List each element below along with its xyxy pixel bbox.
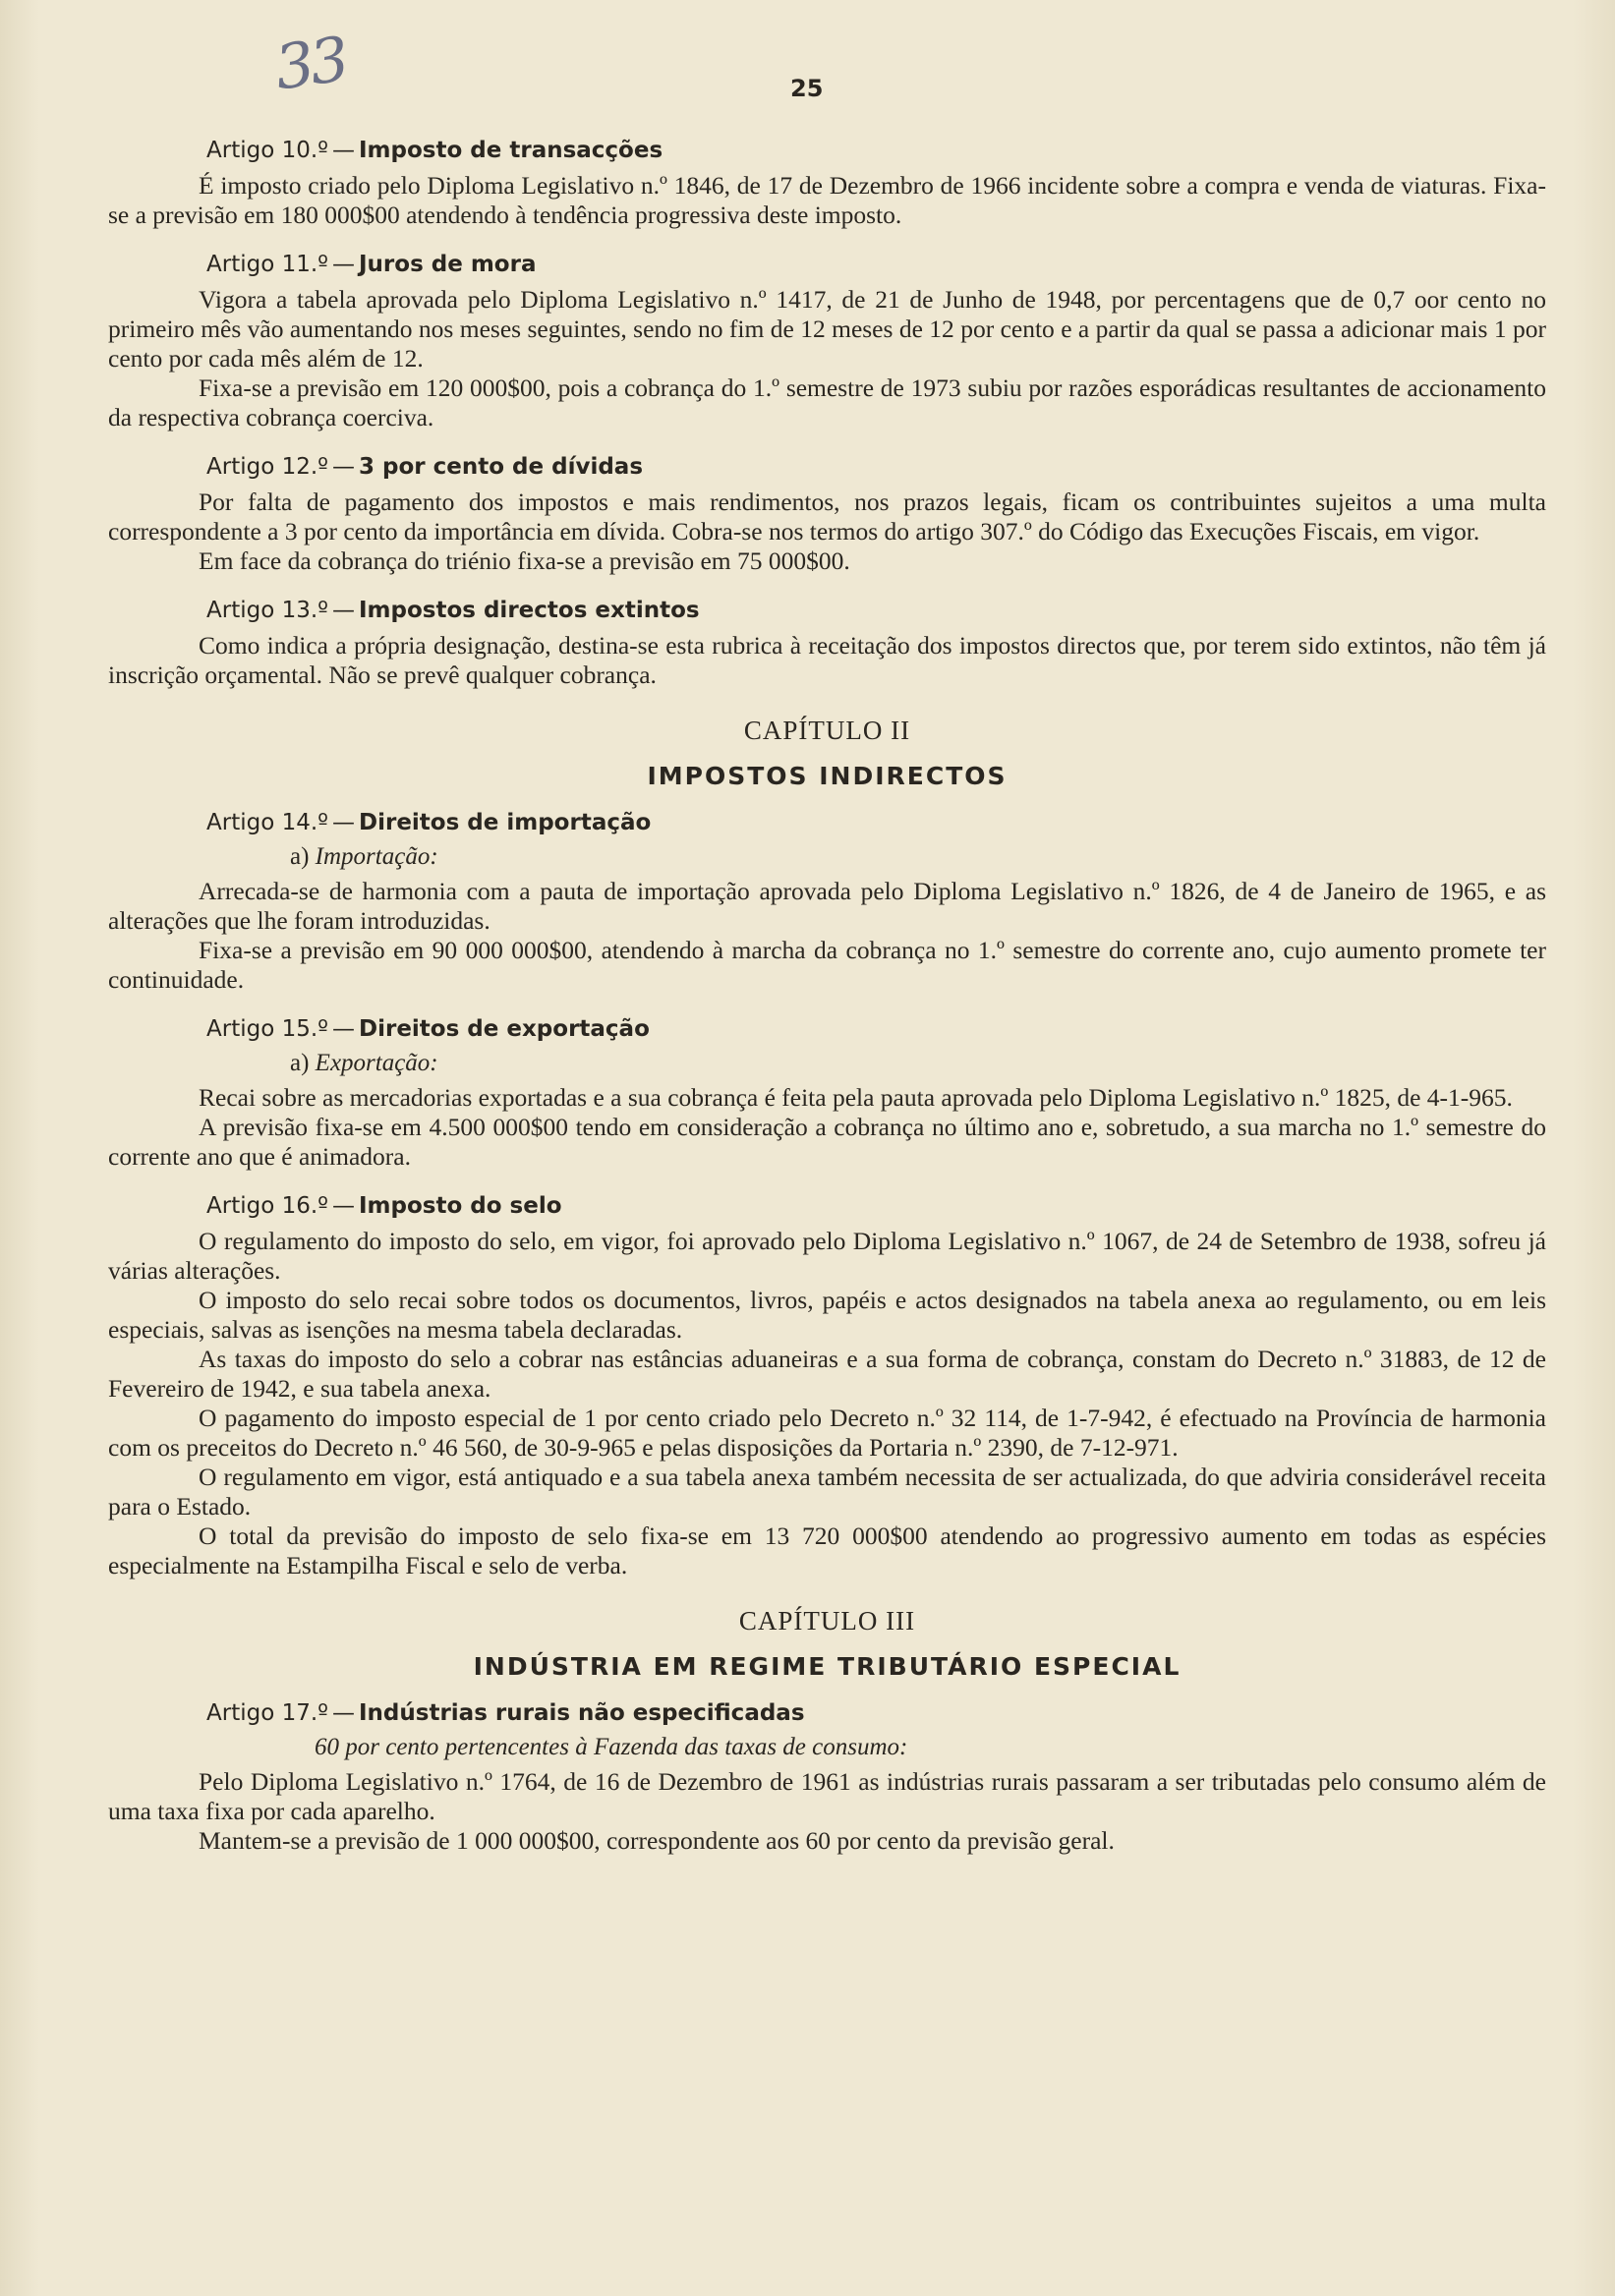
article-15: [108, 1016, 1546, 1172]
paragraph: É imposto criado pelo Diploma Legislativo n.º 1846, de 17 de Dezembro de 1966 incidente sobre a compra e venda de viaturas. Fixa-se a previsão em 180 000$00 atendendo à tendência progressiva deste imposto.: [108, 171, 1546, 229]
paragraph: Pelo Diploma Legislativo n.º 1764, de 16 de Dezembro de 1961 as indústrias rurais passaram a ser tributadas pelo consumo além de uma taxa fixa por cada aparelho.: [108, 1767, 1546, 1825]
paragraph: O imposto do selo recai sobre todos os documentos, livros, papéis e actos designados na tabela anexa ao regulamento, ou em leis especiais, salvas as isenções na mesma tabela declaradas.: [108, 1286, 1546, 1344]
article-heading: Artigo 15.º — Direitos de exportação: [206, 1016, 650, 1042]
article-12: [108, 454, 1546, 576]
article-heading: Artigo 13.º — Impostos directos extintos: [206, 598, 700, 623]
article-number: Artigo 16.º: [206, 1193, 328, 1219]
article-heading: Artigo 10.º — Imposto de transacções: [206, 138, 663, 163]
paragraph: Por falta de pagamento dos impostos e mais rendimentos, nos prazos legais, ficam os contribuintes sujeitos a uma multa correspondente a 3 por cento da importância em dívida. Cobra-se nos termos do artigo 307.º do Código das Execuções Fiscais, em vigor.: [108, 488, 1546, 545]
article-number: Artigo 12.º: [206, 454, 328, 480]
subsection-letter: a): [290, 843, 310, 870]
article-heading: Artigo 17.º — Indústrias rurais não especificadas: [206, 1700, 805, 1726]
article-heading: Artigo 11.º — Juros de mora: [206, 252, 537, 277]
article-title: Impostos directos extintos: [359, 598, 700, 623]
article-16: [108, 1193, 1546, 1580]
paragraph: Mantem-se a previsão de 1 000 000$00, correspondente aos 60 por cento da previsão geral.: [199, 1826, 1115, 1855]
paragraph: Fixa-se a previsão em 120 000$00, pois a cobrança do 1.º semestre de 1973 subiu por razões esporádicas resultantes de accionamento da respectiva cobrança coerciva.: [108, 373, 1546, 431]
paragraph: Em face da cobrança do triénio fixa-se a previsão em 75 000$00.: [199, 546, 850, 575]
article-title: Direitos de exportação: [359, 1016, 650, 1042]
article-title: Imposto do selo: [359, 1193, 562, 1219]
article-title: 3 por cento de dívidas: [359, 454, 644, 480]
paragraph: A previsão fixa-se em 4.500 000$00 tendo em consideração a cobrança no último ano e, sobretudo, a sua marcha no 1.º semestre do corrente ano que é animadora.: [108, 1113, 1546, 1171]
chapter-title: INDÚSTRIA EM REGIME TRIBUTÁRIO ESPECIAL: [473, 1652, 1182, 1681]
article-number: Artigo 17.º: [206, 1700, 328, 1726]
handwritten-mark: 33: [270, 23, 350, 104]
article-heading: Artigo 12.º — 3 por cento de dívidas: [206, 454, 644, 480]
article-number: Artigo 15.º: [206, 1016, 328, 1042]
article-heading: Artigo 16.º — Imposto do selo: [206, 1193, 562, 1219]
paragraph: Recai sobre as mercadorias exportadas e a sua cobrança é feita pela pauta aprovada pelo Diploma Legislativo n.º 1825, de 4-1-965.: [199, 1083, 1513, 1112]
subsection-heading: [290, 1050, 1546, 1077]
article-number: Artigo 10.º: [206, 138, 328, 163]
page-number: 25: [790, 75, 824, 102]
article-11: [108, 252, 1546, 432]
paragraph: Fixa-se a previsão em 90 000 000$00, atendendo à marcha da cobrança no 1.º semestre do corrente ano, cujo aumento promete ter continuidade.: [108, 936, 1546, 994]
article-number: Artigo 13.º: [206, 598, 328, 623]
article-number: Artigo 11.º: [206, 252, 328, 277]
article-title: Juros de mora: [359, 252, 537, 277]
article-13: [108, 598, 1546, 690]
subsection-title: Importação:: [315, 843, 438, 870]
paragraph: O regulamento do imposto do selo, em vigor, foi aprovado pelo Diploma Legislativo n.º 1067, de 24 de Setembro de 1938, sofreu já várias alterações.: [108, 1227, 1546, 1285]
chapter-label: CAPÍTULO III: [738, 1606, 916, 1636]
subsection-heading: [290, 843, 1546, 871]
paragraph: As taxas do imposto do selo a cobrar nas estâncias aduaneiras e a sua forma de cobrança, constam do Decreto n.º 31883, de 12 de Fevereiro de 1942, e sua tabela anexa.: [108, 1345, 1546, 1403]
paragraph: O total da previsão do imposto de selo fixa-se em 13 720 000$00 atendendo ao progressivo aumento em todas as espécies especialmente na Estampilha Fiscal e selo de verba.: [108, 1521, 1546, 1579]
article-title: Direitos de importação: [359, 810, 652, 835]
page-content: [108, 138, 1546, 1877]
subsection-title: 60 por cento pertencentes à Fazenda das taxas de consumo:: [315, 1734, 908, 1760]
paragraph: O regulamento em vigor, está antiquado e a sua tabela anexa também necessita de ser actualizada, do que adviria considerável receita para o Estado.: [108, 1463, 1546, 1521]
article-14: [108, 810, 1546, 995]
paragraph: Arrecada-se de harmonia com a pauta de importação aprovada pelo Diploma Legislativo n.º 1826, de 4 de Janeiro de 1965, e as alterações que lhe foram introduzidas.: [108, 877, 1546, 935]
paragraph: Vigora a tabela aprovada pelo Diploma Legislativo n.º 1417, de 21 de Junho de 1948, por percentagens que de 0,7 oor cento no primeiro mês vão aumentando nos meses seguintes, sendo no fim de 12 meses de 12 por cento e a partir da qual se passa a adicionar mais 1 por cento por cada mês além de 12.: [108, 285, 1546, 373]
subsection-letter: a): [290, 1050, 310, 1076]
chapter-title: IMPOSTOS INDIRECTOS: [647, 762, 1008, 790]
paragraph: Como indica a própria designação, destina-se esta rubrica à receitação dos impostos directos que, por terem sido extintos, não têm já inscrição orçamental. Não se prevê qualquer cobrança.: [108, 631, 1546, 689]
article-heading: Artigo 14.º — Direitos de importação: [206, 810, 652, 835]
subsection-title: Exportação:: [315, 1050, 438, 1076]
article-10: [108, 138, 1546, 230]
article-17: [108, 1700, 1546, 1856]
article-title: Indústrias rurais não especificadas: [359, 1700, 805, 1726]
article-number: Artigo 14.º: [206, 810, 328, 835]
paragraph: O pagamento do imposto especial de 1 por cento criado pelo Decreto n.º 32 114, de 1-7-942, é efectuado na Província de harmonia com os preceitos do Decreto n.º 46 560, de 30-9-965 e pelas disposições da Portaria n.º 2390, de 7-12-971.: [108, 1404, 1546, 1462]
article-title: Imposto de transacções: [359, 138, 663, 163]
chapter-label: CAPÍTULO II: [743, 716, 911, 745]
